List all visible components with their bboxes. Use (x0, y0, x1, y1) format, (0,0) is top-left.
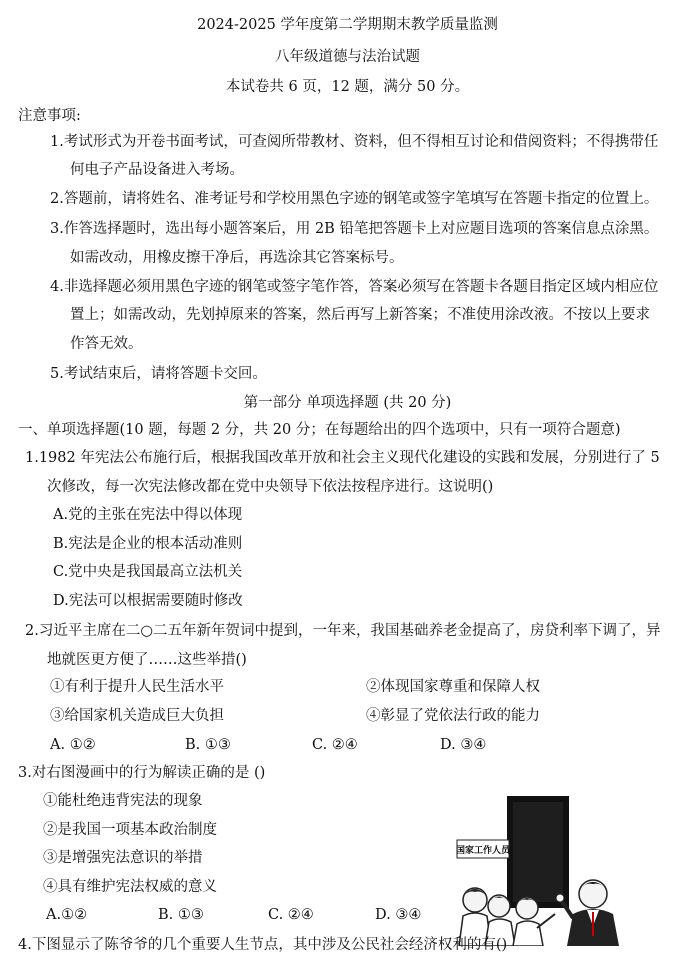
notice-line: 2.答题前，请将姓名、准考证号和学校用黑色字迹的钢笔或签字笔填写在答题卡指定的位置上。 (50, 191, 659, 207)
q2-item-1: ①有利于提升人民生活水平 (50, 679, 224, 695)
q3-choice-d: D. ③④ (375, 907, 422, 923)
q3-choice-c: C. ②④ (268, 907, 314, 923)
q3-choice-b: B. ①③ (158, 907, 204, 923)
q3-item-3: ③是增强宪法意识的举措 (43, 850, 203, 866)
notice-line: 4.非选择题必须用黑色字迹的钢笔或签字笔作答，答案必须写在答题卡各题目指定区域内相应位 (50, 279, 659, 295)
board-inner (513, 802, 563, 902)
notice-heading: 注意事项: (18, 108, 81, 124)
q2-item-4: ④彰显了党依法行政的能力 (366, 708, 540, 724)
q2-choice-b: B. ①③ (185, 737, 231, 753)
q1-stem: 1.1982 年宪法公布施行后，根据我国改革开放和社会主义现代化建设的实践和发展，分别进行了 5 (25, 450, 660, 466)
q2-stem: 2.习近平主席在二○二五年新年贺词中提到，一年来，我国基础养老金提高了，房贷利率下调了，异 (25, 623, 661, 639)
notice-line: 置上；如需改动，先划掉原来的答案，然后再写上新答案；不准使用涂改液。不按以上要求 (70, 307, 650, 323)
q2-item-3: ③给国家机关造成巨大负担 (50, 708, 224, 724)
q1-option-c: C.党中央是我国最高立法机关 (53, 564, 243, 580)
q3-choice-a: A.①② (46, 907, 88, 923)
q4-stem: 4.下图显示了陈爷爷的几个重要人生节点，其中涉及公民社会经济权利的有() (18, 937, 508, 953)
notice-line: 5.考试结束后，请将答题卡交回。 (50, 366, 267, 382)
q3-item-1: ①能杜绝违背宪法的现象 (43, 793, 203, 809)
notice-line: 3.作答选择题时，选出每小题答案后，用 2B 铅笔把答题卡上对应题目选项的答案信息点涂黑。 (50, 221, 659, 237)
q2-choice-c: C. ②④ (312, 737, 358, 753)
q3-item-2: ②是我国一项基本政治制度 (43, 822, 217, 838)
q2-choice-d: D. ③④ (440, 737, 487, 753)
notice-line: 1.考试形式为开卷书面考试，可查阅所带教材、资料，但不得相互讨论和借阅资料；不得携带任 (50, 134, 659, 150)
q2-item-2: ②体现国家尊重和保障人权 (366, 679, 540, 695)
notice-line: 如需改动，用橡皮擦干净后，再选涂其它答案标号。 (70, 250, 404, 266)
q2-stem-cont: 地就医更方便了……这些举措() (47, 652, 247, 668)
q1-option-b: B.宪法是企业的根本活动准则 (53, 536, 243, 552)
part1-instruction: 一、单项选择题(10 题，每题 2 分，共 20 分；在每题给出的四个选项中，只有一项符合题意) (18, 422, 621, 438)
q1-option-a: A.党的主张在宪法中得以体现 (53, 507, 243, 523)
exam-subtitle: 八年级道德与法治试题 (275, 49, 420, 65)
exam-info: 本试卷共 6 页，12 题，满分 50 分。 (225, 79, 470, 95)
comic-illustration (455, 796, 623, 946)
notice-line: 何电子产品设备进入考场。 (70, 162, 244, 178)
q3-stem: 3.对右图漫画中的行为解读正确的是 () (18, 765, 266, 781)
part1-title: 第一部分 单项选择题 (共 20 分) (243, 395, 452, 411)
comic-caption: 国家工作人员 (455, 845, 511, 855)
q1-option-d: D.宪法可以根据需要随时修改 (53, 593, 243, 609)
comic-svg (455, 796, 623, 946)
q2-choice-a: A. ①② (50, 737, 96, 753)
q3-item-4: ④具有维护宪法权威的意义 (43, 879, 217, 895)
exam-title: 2024-2025 学年度第二学期期末教学质量监测 (197, 17, 498, 33)
q1-stem-cont: 次修改，每一次宪法修改都在党中央领导下依法按程序进行。这说明() (47, 479, 494, 495)
notice-line: 作答无效。 (70, 336, 143, 352)
